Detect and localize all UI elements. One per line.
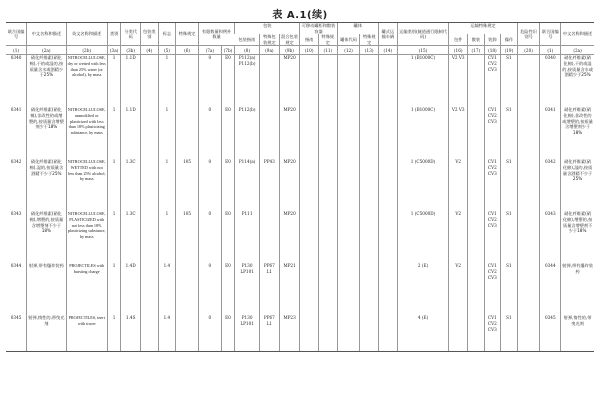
header-class-code: 分类代码 [121, 23, 141, 46]
un-number: 0344 [10, 263, 22, 269]
excepted-quantity: E0 [221, 159, 234, 211]
col-number: (11) [319, 46, 338, 55]
vehicle-tank-special [360, 263, 379, 315]
col-number: (13) [360, 46, 379, 55]
special-packing: PP43 [260, 159, 280, 211]
class: 1 [107, 211, 120, 263]
limited-quantity: 0 [198, 263, 221, 315]
cn-name: 硝化纤维素(硝化棉),湿的,按质量含酒精不少于25% [27, 159, 66, 211]
cn-name: 硝化纤维素(硝化棉),增塑的,按质量含增塑剂不少于18% [27, 211, 66, 263]
operation-provision: S1 [501, 211, 518, 263]
packing-group [141, 107, 159, 159]
packing-instructions: P112(a) P112(b) [235, 55, 260, 108]
col-number: (16) [449, 46, 468, 55]
mixed-packing: MP20 [279, 211, 300, 263]
vehicle-tank-special [360, 315, 379, 352]
header-hazard-number: 危险性识别号 [517, 23, 540, 46]
cn-name: 射弹,惰性的,带曳光剂 [27, 315, 66, 352]
bulk-provision [468, 211, 485, 263]
table-row [6, 55, 594, 108]
table-row [6, 107, 594, 159]
class-code: 1.3C [121, 159, 141, 211]
tank-instructions [300, 55, 319, 108]
header-transport-special: 运输特殊规定 [449, 23, 517, 35]
operation-provision: S1 [501, 263, 518, 315]
tank-instructions [300, 211, 319, 263]
col-number: (3a) [107, 46, 120, 55]
tank-special [319, 159, 338, 211]
packages-provision: V2 V3 [449, 107, 468, 159]
transport-category: 1 (C5000D) [397, 159, 449, 211]
header-class: 类别 [107, 23, 120, 46]
un-number: 0340 [10, 55, 22, 61]
class: 1 [107, 107, 120, 159]
excepted-quantity: E0 [221, 55, 234, 108]
col-number: (4) [141, 46, 159, 55]
hazard-number [517, 263, 540, 315]
header-cn-name: 中文名称和描述 [27, 23, 66, 46]
special-provisions [176, 315, 199, 352]
header-transport-category: 运输类别(隧道通行限制代码) [397, 23, 449, 46]
operation-provision: S1 [501, 315, 518, 352]
transport-category: 1 (C5000D) [397, 211, 449, 263]
col-number: (2a) [561, 46, 594, 55]
packing-group [141, 159, 159, 211]
transport-category: 2 (E) [397, 263, 449, 315]
vehicle-tank-special [360, 159, 379, 211]
cn-name-repeat: 硝化纤维素(硝化棉),湿的,按质量含酒精不少于25% [561, 159, 594, 211]
tank-special [319, 55, 338, 108]
label: 1 [158, 159, 176, 211]
tank-vehicle [379, 159, 398, 211]
en-name: NITROCELLULOSE, dry or wetted with less than 25% water (or alcohol), by mass [66, 55, 107, 108]
excepted-quantity: E0 [221, 263, 234, 315]
col-number: (5) [158, 46, 176, 55]
vehicle-tank-special [360, 107, 379, 159]
special-provisions [176, 263, 199, 315]
vehicle-tank-code [337, 107, 360, 159]
mixed-packing: MP21 [279, 263, 300, 315]
loading-provision: CV1 CV2 CV3 [484, 159, 501, 211]
packages-provision: V2 [449, 263, 468, 315]
col-number: (2b) [66, 46, 107, 55]
special-packing: PP67 L1 [260, 315, 280, 352]
col-number: (15) [397, 46, 449, 55]
packages-provision: V2 [449, 159, 468, 211]
header-vehicle-tank-code: 罐体代码 [337, 34, 360, 46]
special-provisions [176, 55, 199, 108]
un-number-repeat: 0340 [540, 55, 561, 108]
cn-name-repeat: 硝化纤维素(硝化棉),非改性的或增塑的,按质量含增塑剂少于18% [561, 107, 594, 159]
header-limited-quantities: 有限数量和例外数量 [198, 23, 234, 46]
mixed-packing: MP20 [279, 107, 300, 159]
un-number-repeat: 0345 [540, 315, 561, 352]
special-provisions: 105 [176, 211, 199, 263]
packages-provision: V2 [449, 211, 468, 263]
mixed-packing: MP20 [279, 55, 300, 108]
header-vehicle-tank-special: 特殊规定 [360, 34, 379, 46]
un-number: 0341 [10, 107, 22, 113]
cn-name-repeat: 硝化纤维素(硝化棉),干的或湿的,按质量含水或酒精少于25% [561, 55, 594, 108]
header-mixed-packing: 混合包装规定 [281, 34, 298, 45]
cn-name: 硝化纤维素(硝化棉),干的或湿的,按质量含水或酒精少于25% [27, 55, 66, 108]
packing-instructions: P114(a) [235, 159, 260, 211]
loading-provision: CV1 CV2 CV3 [484, 315, 501, 352]
header-tank-instructions: 指南 [300, 34, 319, 46]
cn-name: 硝化纤维素(硝化棉),非改性的或增塑的,按质量含增塑剂少于18% [27, 107, 66, 159]
en-name: NITROCELLULOSE, WETTED with not less than 25% alcohol, by mass [66, 159, 107, 211]
transport-category: 4 (E) [397, 315, 449, 352]
tank-instructions [300, 315, 319, 352]
packing-group [141, 211, 159, 263]
special-packing: PP67 L1 [260, 263, 280, 315]
table-row [6, 263, 594, 315]
cn-name-repeat: 射弹,惰性的,带曳光剂 [561, 315, 594, 352]
tank-special [319, 315, 338, 352]
hazard-number [517, 159, 540, 211]
en-name: NITROCELLULOSE, PLASTICIZED with not less than 18% plasticizing substance, by mass [66, 211, 107, 263]
header-packing-group: 包装类别 [141, 23, 159, 46]
bulk-provision [468, 55, 485, 108]
hazard-number [517, 211, 540, 263]
loading-provision: CV1 CV2 CV3 [484, 211, 501, 263]
limited-quantity: 0 [198, 55, 221, 108]
mixed-packing: MP20 [279, 159, 300, 211]
operation-provision: S1 [501, 107, 518, 159]
vehicle-tank-special [360, 55, 379, 108]
header-bulk: 散装 [468, 34, 485, 46]
cn-name-repeat: 射弹,带有爆炸装药 [561, 263, 594, 315]
packing-instructions: P112(b) [235, 107, 260, 159]
class: 1 [107, 315, 120, 352]
special-packing [260, 211, 280, 263]
col-number: (1) [6, 46, 27, 55]
un-number: 0342 [10, 159, 22, 165]
col-number: (2a) [27, 46, 66, 55]
col-number: (14) [379, 46, 398, 55]
tank-vehicle [379, 107, 398, 159]
dangerous-goods-table [6, 22, 594, 352]
hazard-number [517, 107, 540, 159]
header-special-packing: 特殊包装规定 [260, 34, 280, 46]
header-packaging: 包装 [235, 23, 300, 35]
en-name: NITROCELLULOSE, unmodified or plasticized with less than 18% plasticizing substance, by mass [66, 107, 107, 159]
tank-special [319, 107, 338, 159]
limited-quantity: 0 [198, 211, 221, 263]
table-row [6, 159, 594, 211]
col-number: (8) [235, 46, 260, 55]
packages-provision [449, 315, 468, 352]
col-number: (9a) [260, 46, 280, 55]
header-label: 标志 [158, 23, 176, 46]
label: 1.4 [158, 263, 176, 315]
label: 1.4 [158, 315, 176, 352]
loading-provision: CV1 CV2 CV3 [484, 55, 501, 108]
header-special-provisions: 特殊规定 [176, 23, 199, 46]
packing-instructions: P130 LP101 [235, 315, 260, 352]
packing-group [141, 315, 159, 352]
limited-quantity: 0 [198, 107, 221, 159]
un-number: 0345 [6, 315, 27, 352]
vehicle-tank-code [337, 315, 360, 352]
header-un-number-repeat: 联合国编号 [540, 23, 561, 46]
header-packages: 包件 [449, 34, 468, 46]
tank-vehicle [379, 263, 398, 315]
col-number: (9b) [279, 46, 300, 55]
tank-instructions [300, 159, 319, 211]
un-number: 0343 [10, 211, 22, 217]
table-row [6, 315, 594, 352]
hazard-number [517, 55, 540, 108]
col-number: (12) [337, 46, 360, 55]
vehicle-tank-code [337, 263, 360, 315]
table-row [6, 211, 594, 263]
class: 1 [107, 263, 120, 315]
label: 1 [158, 107, 176, 159]
loading-provision: CV1 CV2 CV3 [484, 263, 501, 315]
header-portable-tanks: 可移动罐柜和散装容器 [301, 23, 336, 34]
col-number: (6) [176, 46, 199, 55]
excepted-quantity: E0 [221, 107, 234, 159]
un-number-repeat: 0343 [540, 211, 561, 263]
header-vehicle-tanks: 罐体 [337, 23, 378, 35]
un-number-repeat: 0344 [540, 263, 561, 315]
limited-quantity: 0 [198, 159, 221, 211]
tank-vehicle [379, 211, 398, 263]
tank-instructions [300, 107, 319, 159]
class-code: 1.1D [121, 55, 141, 108]
bulk-provision [468, 107, 485, 159]
limited-quantity: 0 [198, 315, 221, 352]
vehicle-tank-special [360, 211, 379, 263]
excepted-quantity: E0 [221, 211, 234, 263]
header-tank-vehicle: 罐式运输车辆 [379, 23, 398, 46]
class-code: 1.1D [121, 107, 141, 159]
operation-provision: S1 [501, 55, 518, 108]
header-loading: 装卸 [484, 34, 501, 46]
loading-provision: CV1 CV2 CV3 [484, 107, 501, 159]
header-un-number: 联合国编号 [6, 23, 27, 46]
col-number: (18) [484, 46, 501, 55]
col-number: (1) [540, 46, 561, 55]
tank-vehicle [379, 55, 398, 108]
class: 1 [107, 55, 120, 108]
col-number: (19) [501, 46, 518, 55]
col-number: (20) [517, 46, 540, 55]
class-code: 1.4D [121, 263, 141, 315]
en-name: PROJECTILES with bursting charge [66, 263, 107, 315]
mixed-packing: MP23 [279, 315, 300, 352]
vehicle-tank-code [337, 55, 360, 108]
special-provisions: 105 [176, 159, 199, 211]
tank-special [319, 211, 338, 263]
header-operation: 操作 [501, 34, 518, 46]
col-number: (7b) [221, 46, 234, 55]
packing-group [141, 263, 159, 315]
col-number: (7a) [198, 46, 221, 55]
header-cn-name-repeat: 中文名称和描述 [561, 23, 594, 46]
special-packing [260, 107, 280, 159]
bulk-provision [468, 315, 485, 352]
bulk-provision [468, 159, 485, 211]
transport-category: 1 (B1000C) [397, 55, 449, 108]
en-name: PROJECTILES, inert with tracer [66, 315, 107, 352]
class-code: 1.4S [121, 315, 141, 352]
un-number-repeat: 0342 [540, 159, 561, 211]
transport-category: 1 (B1000C) [397, 107, 449, 159]
header-tank-special: 特殊规定 [319, 34, 338, 46]
table-title: 表 A.1(续) [272, 10, 328, 21]
special-provisions [176, 107, 199, 159]
cn-name: 射弹,带有爆炸装药 [27, 263, 66, 315]
packing-group [141, 55, 159, 108]
vehicle-tank-code [337, 211, 360, 263]
class: 1 [107, 159, 120, 211]
tank-vehicle [379, 315, 398, 352]
operation-provision: S1 [501, 159, 518, 211]
vehicle-tank-code [337, 159, 360, 211]
header-en-name: 英文名称和描述 [66, 23, 107, 46]
excepted-quantity: E0 [221, 315, 234, 352]
packages-provision: V2 V3 [449, 55, 468, 108]
bulk-provision [468, 263, 485, 315]
col-number: (3b) [121, 46, 141, 55]
un-number-repeat: 0341 [540, 107, 561, 159]
special-packing [260, 55, 280, 108]
label: 1 [158, 55, 176, 108]
header-packing-instructions: 包装指南 [238, 36, 256, 42]
class-code: 1.3C [121, 211, 141, 263]
tank-instructions [300, 263, 319, 315]
hazard-number [517, 315, 540, 352]
col-number: (10) [300, 46, 319, 55]
col-number: (17) [468, 46, 485, 55]
packing-instructions: P130 LP101 [235, 263, 260, 315]
tank-special [319, 263, 338, 315]
packing-instructions: P111 [235, 211, 260, 263]
cn-name-repeat: 硝化纤维素(硝化棉),增塑的,按质量含增塑剂不少于18% [561, 211, 594, 263]
label: 1 [158, 211, 176, 263]
